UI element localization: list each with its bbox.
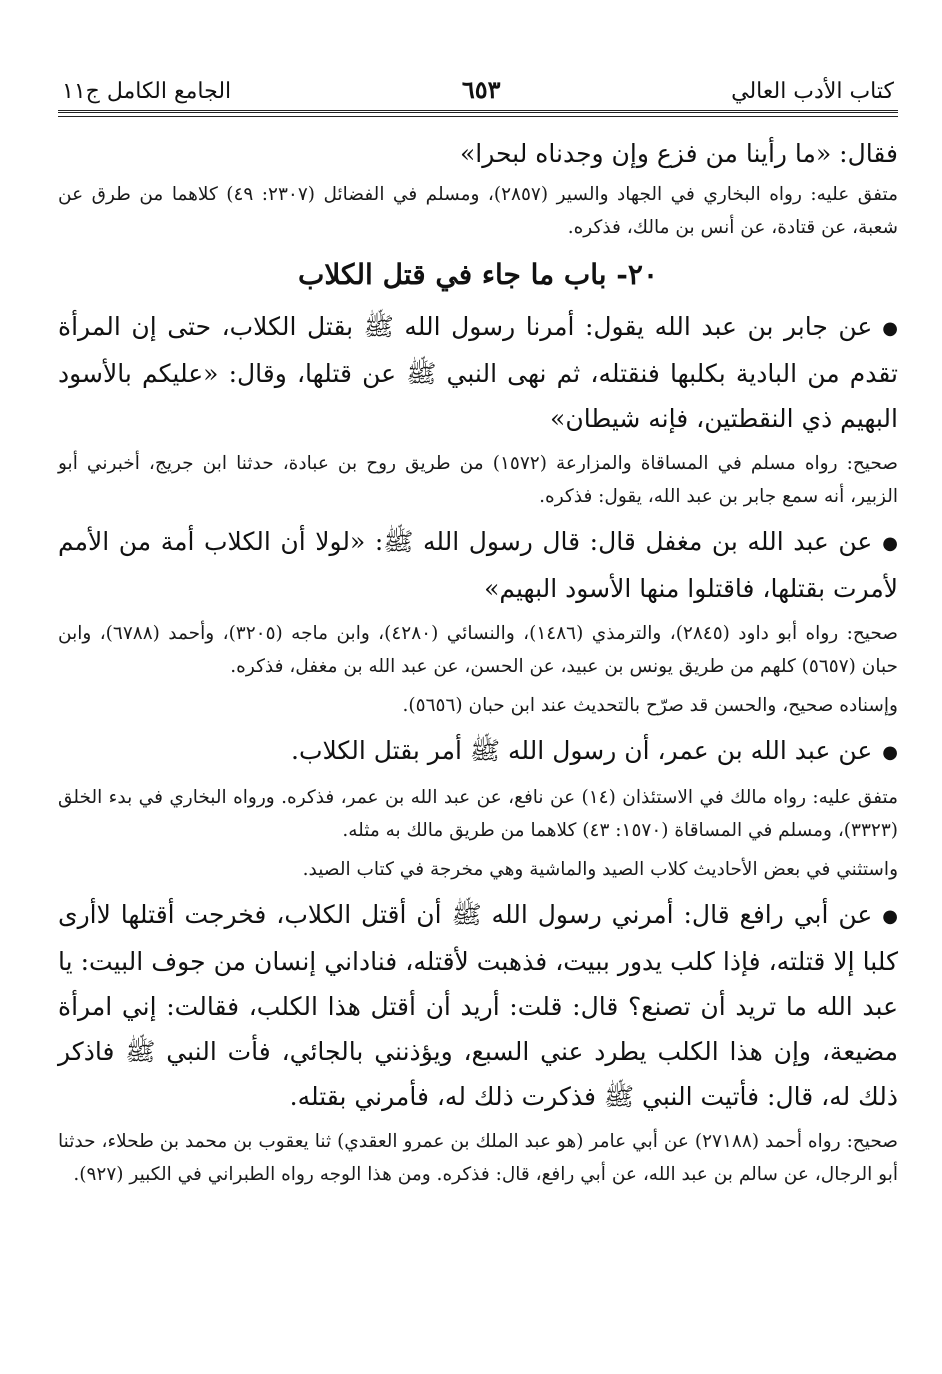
hadith-4 bbox=[58, 892, 898, 1119]
hadith-1-text: عن جابر بن عبد الله يقول: أمرنا رسول الله ﷺ بقتل الكلاب، حتى إن المرأة تقدم من البادية بكلبها فنقتله، ثم نهى النبي ﷺ عن قتلها، وقال: «عليكم بالأسود البهيم ذي النقطتين، فإنه شيطان» bbox=[58, 312, 898, 433]
hadith-2-note: صحيح: رواه أبو داود (٢٨٤٥)، والترمذي (١٤٨٦)، والنسائي (٤٢٨٠)، وابن ماجه (٣٢٠٥)، وأحمد (٦٧٨٨)، وابن حبان (٥٦٥٧) كلهم من طريق يونس بن عبيد، عن الحسن، عن عبد الله بن مغفل، فذكره. bbox=[58, 623, 899, 677]
hadith-4-text: عن أبي رافع قال: أمرني رسول الله ﷺ أن أقتل الكلاب، فخرجت أقتلها لاأرى كلبا إلا قتلته، فإذا كلب يدور ببيت، فذهبت لأقتله، فناداني إنسان من جوف البيت: يا عبد الله ما تريد أن تصنع؟ قال: قلت: أريد أن أقتل هذا الكلب، فقالت: إني امرأة مضيعة، وإن هذا الكلب يطرد عني السبع، ويؤذنني بالجائي، فأت النبي ﷺ فاذكر ذلك له، قال: فأتيت النبي ﷺ فذكرت ذلك له، فأمرني بقتله. bbox=[58, 900, 898, 1111]
hadith-4-note: صحيح: رواه أحمد (٢٧١٨٨) عن أبي عامر (هو عبد الملك بن عمرو العقدي) ثنا يعقوب بن محمد بن طحلاء، حدثنا أبو الرجال، عن سالم بن عبد الله، عن أبي رافع، قال: فذكره. ومن هذا الوجه رواه الطبراني في الكبير (٩٢٧). bbox=[58, 1131, 898, 1185]
book-page bbox=[58, 58, 898, 1197]
hadith-1 bbox=[58, 304, 898, 441]
book-title: كتاب الأدب العالي bbox=[731, 79, 894, 104]
header-rule bbox=[58, 110, 898, 117]
collection-volume: الجامع الكامل ج١١ bbox=[62, 79, 232, 104]
hadith-3-note-2: واستثني في بعض الأحاديث كلاب الصيد والماشية وهي مخرجة في كتاب الصيد. bbox=[302, 859, 898, 880]
page-number: ٦٥٣ bbox=[461, 75, 501, 104]
intro-footnote: متفق عليه: رواه البخاري في الجهاد والسير (٢٨٥٧)، ومسلم في الفضائل (٢٣٠٧: ٤٩) كلاهما من طرق عن شعبة، عن قتادة، عن أنس بن مالك، فذكره. bbox=[58, 184, 899, 238]
bullet-icon: ● bbox=[882, 906, 898, 927]
hadith-2-text: عن عبد الله بن مغفل قال: قال رسول الله ﷺ: «لولا أن الكلاب أمة من الأمم لأمرت بقتلها، فاقتلوا منها الأسود البهيم» bbox=[58, 527, 898, 603]
intro-text: فقال: «ما رأينا من فزع وإن وجدناه لبحرا» bbox=[460, 139, 898, 168]
hadith-3 bbox=[58, 728, 898, 775]
hadith-3-text: عن عبد الله بن عمر، أن رسول الله ﷺ أمر بقتل الكلاب. bbox=[291, 736, 873, 765]
bullet-icon: ● bbox=[882, 742, 898, 763]
hadith-3-note: متفق عليه: رواه مالك في الاستئذان (١٤) عن نافع، عن عبد الله بن عمر، فذكره. ورواه البخاري في بدء الخلق (٣٣٢٣)، ومسلم في المساقاة (١٥٧٠: ٤٣) كلاهما من طريق مالك به مثله. bbox=[58, 787, 899, 841]
hadith-2-note-2: وإسناده صحيح، والحسن قد صرّح بالتحديث عند ابن حبان (٥٦٥٦). bbox=[402, 695, 898, 716]
bullet-icon: ● bbox=[882, 533, 898, 554]
hadith-1-note: صحيح: رواه مسلم في المساقاة والمزارعة (١٥٧٢) من طريق روح بن عبادة، حدثنا ابن جريج، أخبرني أبو الزبير، أنه سمع جابر بن عبد الله، يقول: فذكره. bbox=[58, 453, 898, 507]
page-header bbox=[58, 58, 898, 110]
hadith-2 bbox=[58, 519, 898, 611]
bullet-icon: ● bbox=[882, 318, 898, 339]
chapter-title: ٢٠- باب ما جاء في قتل الكلاب bbox=[297, 258, 658, 291]
